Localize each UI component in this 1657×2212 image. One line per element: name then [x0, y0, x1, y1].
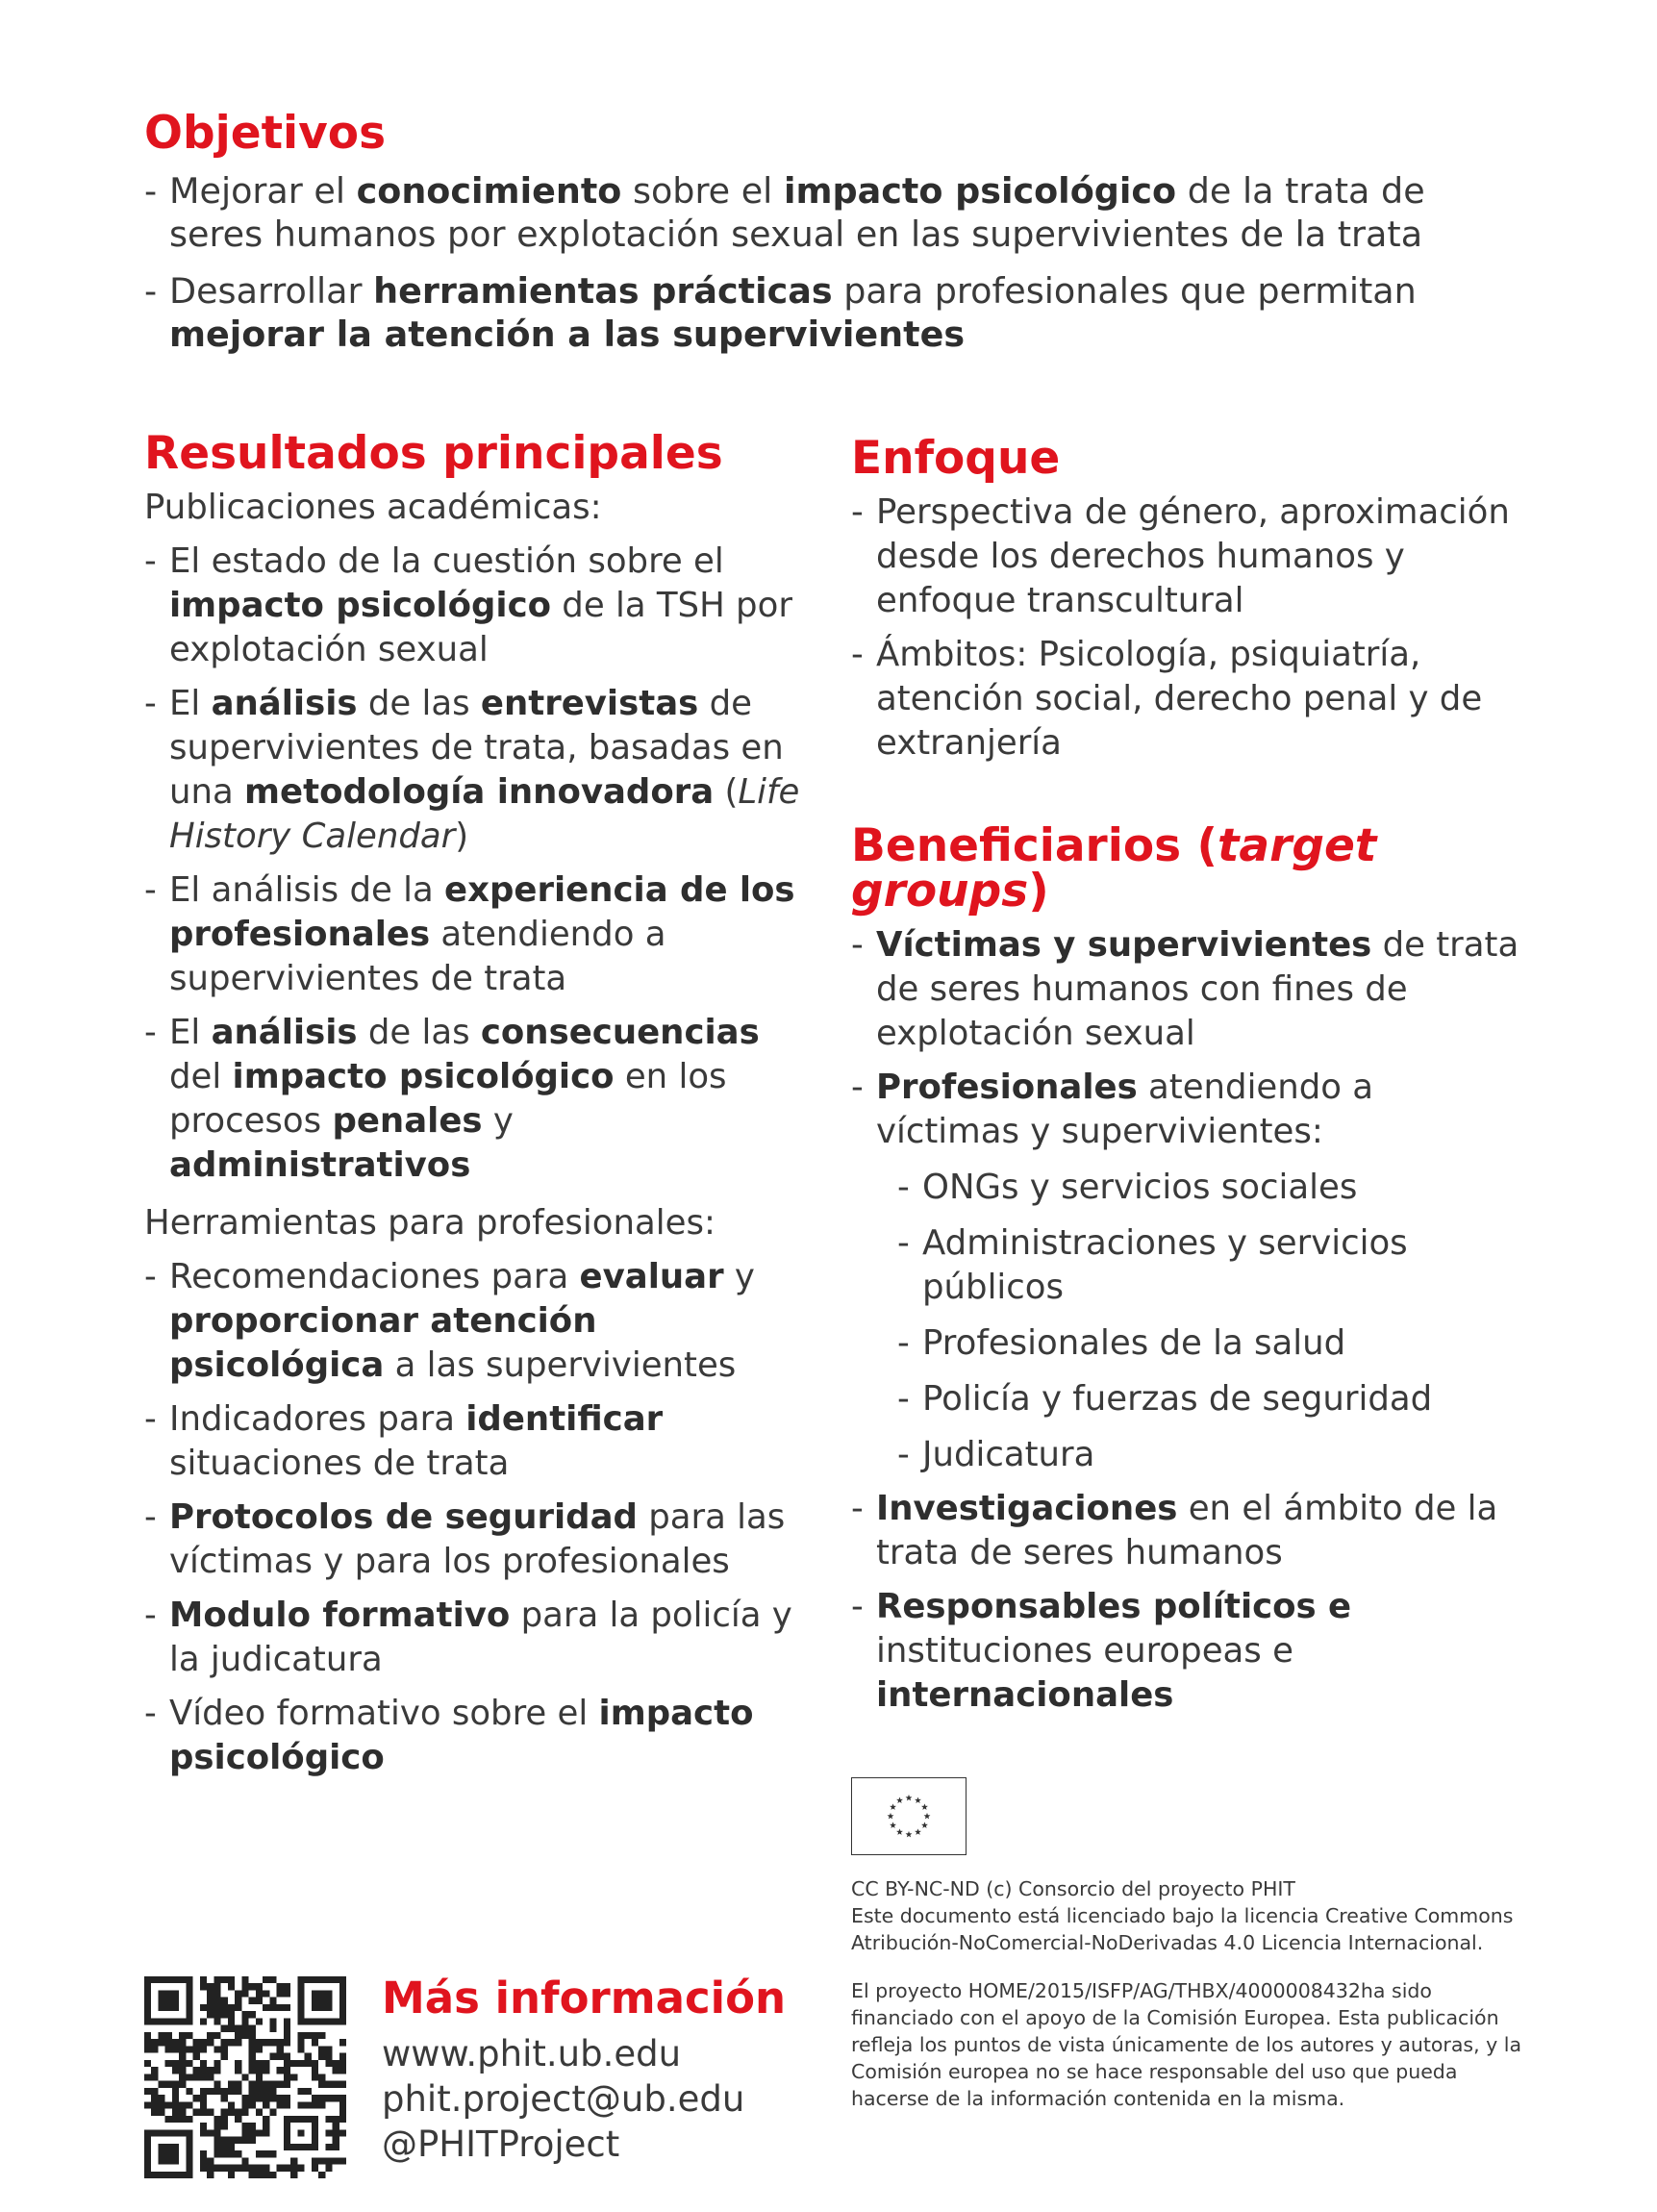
- right-column: [851, 432, 1524, 1718]
- publicaciones-label: Publicaciones académicas:: [144, 488, 602, 527]
- website-link[interactable]: www.phit.ub.edu: [382, 2033, 682, 2074]
- eu-flag-icon: [851, 1777, 967, 1855]
- publicacion-item: - El estado de la cuestión sobre el impacto psicológico de la TSH por explotación sexual: [144, 540, 817, 672]
- publicacion-item: - El análisis de las entrevistas de supervivientes de trata, basadas en una metodología innovadora (Life History Calendar): [144, 682, 817, 859]
- profesionales-sublist: [851, 1166, 1524, 1477]
- herramienta-item: - Modulo formativo para la policía y la judicatura: [144, 1594, 817, 1682]
- herramienta-item: - Indicadores para identificar situaciones de trata: [144, 1397, 817, 1486]
- objetivos-heading: Objetivos: [144, 107, 387, 160]
- herramienta-item: - Protocolos de seguridad para las víctimas y para los profesionales: [144, 1496, 817, 1584]
- resultados-heading: Resultados principales: [144, 427, 723, 480]
- license-line-2: Este documento está licenciado bajo la licencia Creative Commons Atribución-NoComercial-NoDerivadas 4.0 Licencia Internacional.: [851, 1904, 1514, 1954]
- mas-informacion-heading: Más información: [382, 1973, 787, 2023]
- enfoque-section: [851, 432, 1524, 766]
- herramienta-item: - Vídeo formativo sobre el impacto psicológico: [144, 1692, 817, 1780]
- beneficiarios-list-2: [851, 1487, 1524, 1718]
- enfoque-heading: Enfoque: [851, 432, 1061, 485]
- enfoque-list: [851, 490, 1524, 766]
- resultados-section: [144, 427, 817, 1780]
- license-block: [851, 1875, 1524, 2133]
- objetivo-item: - Mejorar el conocimiento sobre el impacto psicológico de la trata de seres humanos por explotación sexual en las supervivientes de la trata: [144, 169, 1519, 256]
- mas-informacion-section: [382, 1973, 787, 2167]
- herramienta-item: - Recomendaciones para evaluar y proporcionar atención psicológica a las supervivientes: [144, 1255, 817, 1388]
- enfoque-item: - Perspectiva de género, aproximación desde los derechos humanos y enfoque transcultural: [851, 490, 1524, 623]
- profesional-subitem: - Policía y fuerzas de seguridad: [897, 1377, 1524, 1421]
- objetivos-section: [144, 107, 1519, 356]
- qr-code-icon: [144, 1976, 346, 2178]
- beneficiario-item: - Investigaciones en el ámbito de la trata de seres humanos: [851, 1487, 1524, 1575]
- beneficiarios-heading: Beneficiarios (target groups): [851, 819, 1377, 917]
- objetivo-item: - Desarrollar herramientas prácticas para profesionales que permitan mejorar la atención a las supervivientes: [144, 269, 1519, 356]
- publicacion-item: - El análisis de las consecuencias del impacto psicológico en los procesos penales y administrativos: [144, 1011, 817, 1188]
- enfoque-item: - Ámbitos: Psicología, psiquiatría, atención social, derecho penal y de extranjería: [851, 633, 1524, 766]
- twitter-handle[interactable]: @PHITProject: [382, 2124, 620, 2165]
- funding-disclaimer: El proyecto HOME/2015/ISFP/AG/THBX/4000008432ha sido financiado con el apoyo de la Comisión Europea. Esta publicación refleja los puntos de vista únicamente de los autores y autoras, y la Comisión europea no se hace responsable del uso que pueda hacerse de la información contenida en la misma.: [851, 1979, 1522, 2110]
- objetivos-list: [144, 169, 1519, 356]
- publicacion-item: - El análisis de la experiencia de los profesionales atendiendo a supervivientes de trata: [144, 868, 817, 1001]
- license-line-1: CC BY-NC-ND (c) Consorcio del proyecto PHIT: [851, 1877, 1295, 1900]
- beneficiarios-list: [851, 923, 1524, 1154]
- profesional-subitem: - Administraciones y servicios públicos: [897, 1221, 1524, 1310]
- profesional-subitem: - Profesionales de la salud: [897, 1321, 1524, 1366]
- beneficiario-item: - Responsables políticos e instituciones europeas e internacionales: [851, 1585, 1524, 1718]
- herramientas-label: Herramientas para profesionales:: [144, 1203, 716, 1243]
- publicaciones-list: [144, 540, 817, 1188]
- beneficiarios-section: [851, 819, 1524, 1718]
- profesional-subitem: - ONGs y servicios sociales: [897, 1166, 1524, 1210]
- beneficiario-item: - Profesionales atendiendo a víctimas y supervivientes:: [851, 1066, 1524, 1154]
- profesional-subitem: - Judicatura: [897, 1433, 1524, 1477]
- beneficiario-item: - Víctimas y supervivientes de trata de seres humanos con fines de explotación sexual: [851, 923, 1524, 1056]
- email-link[interactable]: phit.project@ub.edu: [382, 2078, 745, 2120]
- herramientas-list: [144, 1255, 817, 1780]
